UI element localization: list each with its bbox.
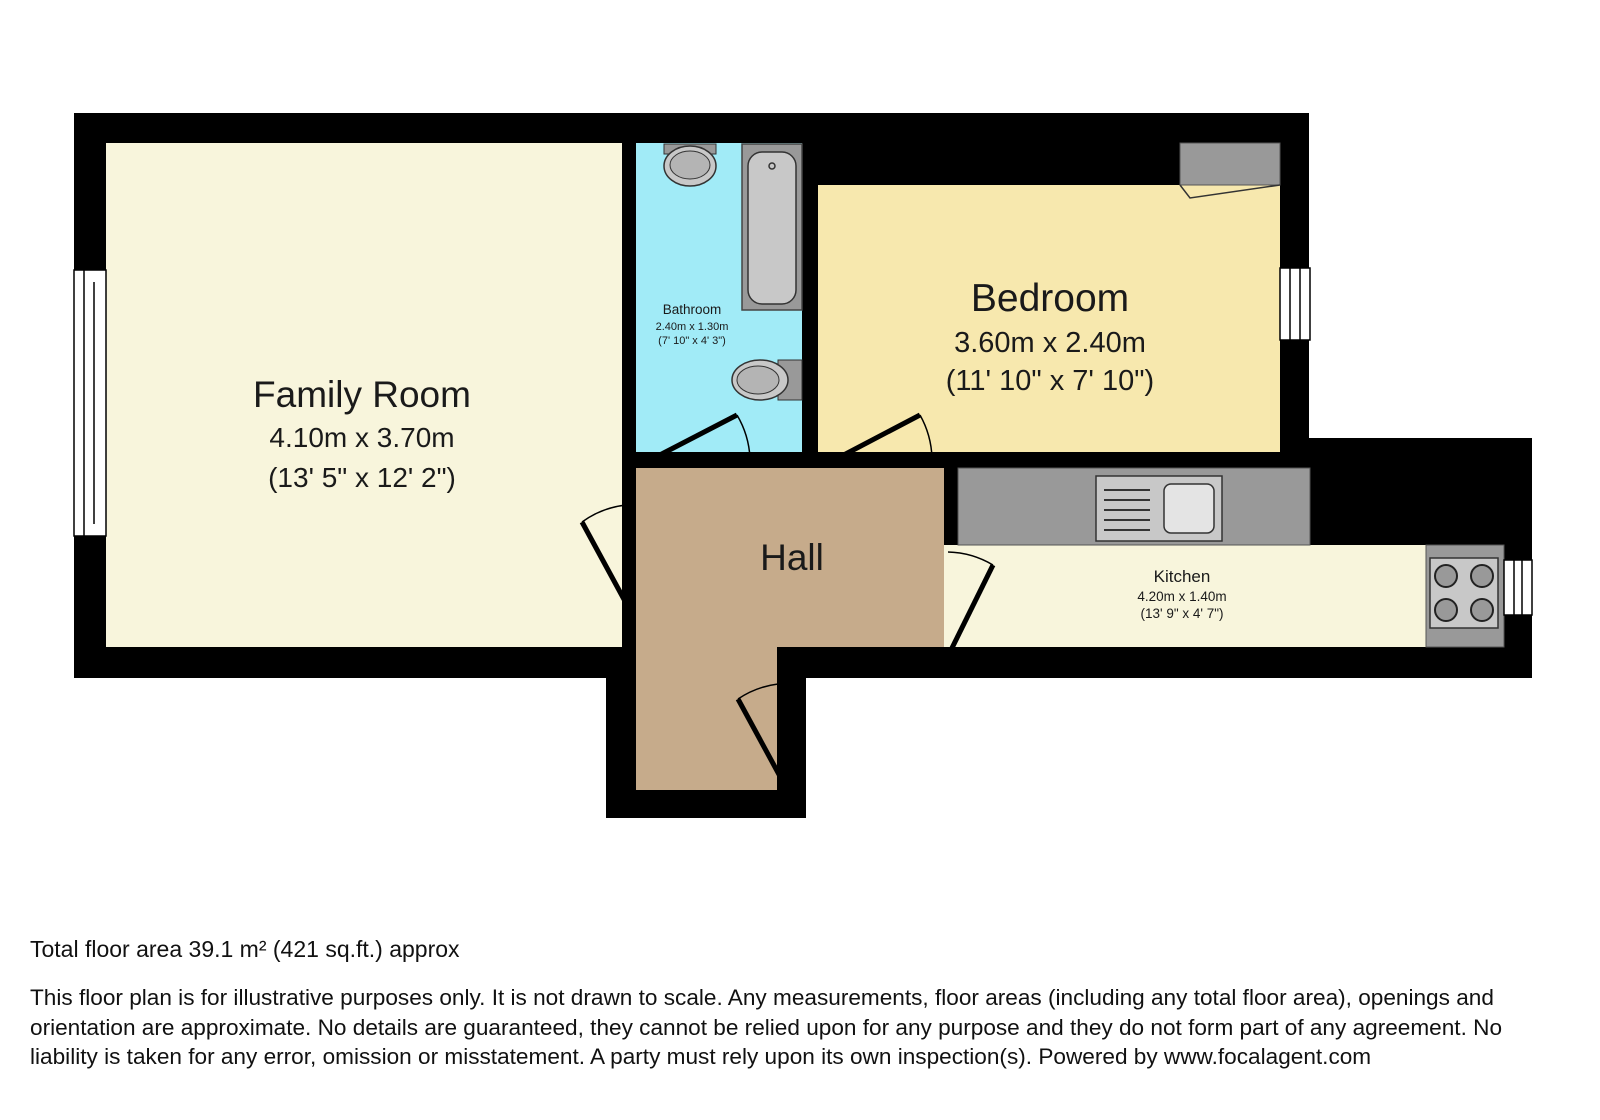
hob-icon — [1426, 545, 1504, 647]
bedroom-imperial: (11' 10" x 7' 10") — [945, 365, 1155, 397]
bathroom-name: Bathroom — [662, 302, 722, 317]
disclaimer-text: This floor plan is for illustrative purposes only. It is not drawn to scale. Any measurements, floor areas (including any total floor area), openings and orientation are approximate. No details are guaranteed, they cannot be relied upon for any purpose and they do not form part of any agreement. No liability is taken for any error, omission or misstatement. A party must rely upon its own inspection(s). Powered by www.focalagent.com — [30, 985, 1503, 1069]
kitchen-metric: 4.20m x 1.40m — [1137, 589, 1227, 604]
kitchen-name: Kitchen — [1153, 567, 1211, 586]
basin-icon — [732, 360, 802, 400]
bedroom-metric: 3.60m x 2.40m — [954, 327, 1146, 359]
family-room-metric: 4.10m x 3.70m — [269, 422, 455, 453]
kitchen-imperial: (13' 9" x 4' 7") — [1140, 606, 1224, 621]
window-icon — [1504, 560, 1532, 615]
total-floor-area: Total floor area 39.1 m² (421 sq.ft.) approx — [30, 936, 460, 962]
sink-icon — [1096, 476, 1222, 541]
bathtub-icon — [742, 144, 802, 310]
bathroom-imperial: (7' 10" x 4' 3") — [658, 335, 726, 347]
window-icon — [1280, 268, 1310, 340]
bedroom-label — [946, 277, 1154, 397]
family-room-imperial: (13' 5" x 12' 2") — [268, 462, 456, 493]
toilet-icon — [664, 144, 716, 186]
hall-name: Hall — [760, 537, 824, 578]
window-icon — [74, 270, 106, 536]
family-room-name: Family Room — [253, 374, 471, 415]
bedroom-name: Bedroom — [970, 277, 1130, 320]
family-room-label — [253, 374, 471, 493]
hall-label — [760, 537, 824, 578]
bathroom-metric: 2.40m x 1.30m — [655, 321, 729, 333]
bathroom-label — [656, 302, 729, 347]
